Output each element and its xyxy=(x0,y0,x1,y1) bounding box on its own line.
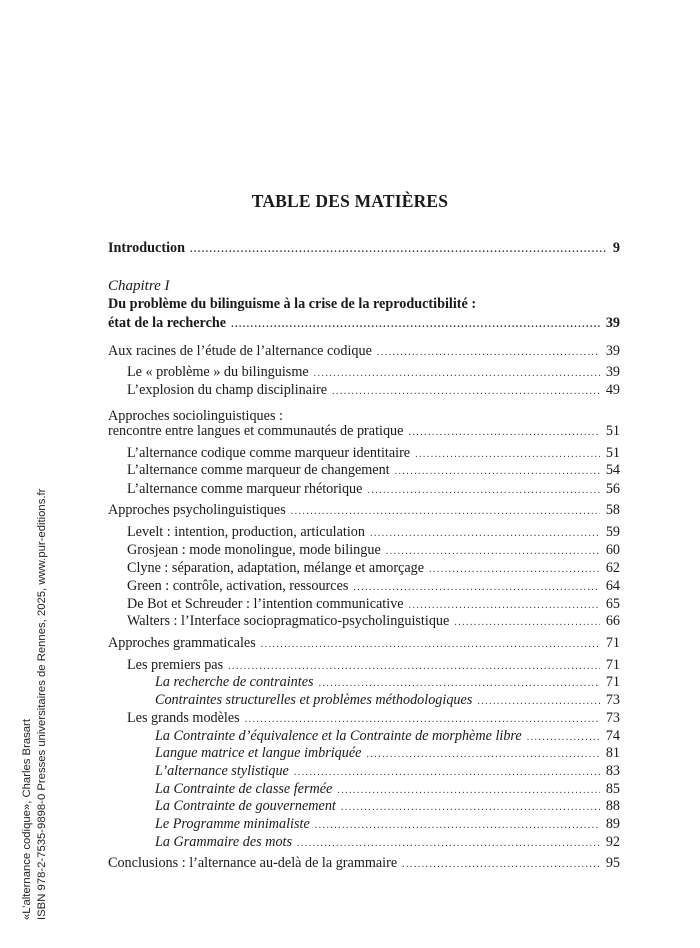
toc-entry-page: 81 xyxy=(605,745,620,761)
toc-entry xyxy=(155,762,620,780)
toc-entry-label: Du problème du bilinguisme à la crise de la reproductibilité : xyxy=(108,296,477,312)
toc-entry-label: L’alternance codique comme marqueur identitaire xyxy=(127,445,411,461)
toc-entry-label: rencontre entre langues et communautés de pratique xyxy=(108,423,404,439)
toc-entry-label: Walters : l’Interface sociopragmatico-psycholinguistique xyxy=(127,613,450,629)
toc-entry-page: 95 xyxy=(605,855,620,871)
toc-entry-label: Green : contrôle, activation, ressources xyxy=(127,578,349,594)
toc-entry xyxy=(108,422,620,440)
toc-entry xyxy=(127,541,620,559)
toc-entry-label: De Bot et Schreuder : l’intention communicative xyxy=(127,596,404,612)
toc-entry xyxy=(155,833,620,851)
toc-entry xyxy=(155,673,620,691)
dot-leader xyxy=(395,463,600,481)
toc-entry-page: 71 xyxy=(605,635,620,651)
toc-entry-label: Les premiers pas xyxy=(127,657,224,673)
toc-entry-label: L’alternance stylistique xyxy=(155,763,289,779)
toc-entry xyxy=(155,797,620,815)
toc-entry xyxy=(127,709,620,727)
toc-entry xyxy=(108,501,620,519)
copyright-side-note xyxy=(20,489,50,920)
toc-entry-page: 89 xyxy=(605,816,620,832)
toc-entry-page: 85 xyxy=(605,781,620,797)
toc-entry xyxy=(127,612,620,630)
toc-entry-page: 66 xyxy=(605,613,620,629)
toc-entry xyxy=(108,277,620,295)
toc-entry xyxy=(108,295,620,313)
toc-entry-label: L’explosion du champ disciplinaire xyxy=(127,382,328,398)
toc-entry-page: 51 xyxy=(605,423,620,439)
toc-entry xyxy=(127,656,620,674)
toc-entry-page: 56 xyxy=(605,481,620,497)
dot-leader xyxy=(291,503,600,521)
dot-leader xyxy=(261,636,600,654)
toc-entry-page: 88 xyxy=(605,798,620,814)
toc-entry xyxy=(108,342,620,360)
toc-entry-label: Les grands modèles xyxy=(127,710,240,726)
toc-entry-label: L’alternance comme marqueur de changement xyxy=(127,462,390,478)
toc-entry-page: 71 xyxy=(605,657,620,673)
toc-entry-label: Grosjean : mode monolingue, mode bilingue xyxy=(127,542,381,558)
toc-entry-label: Langue matrice et langue imbriquée xyxy=(155,745,362,761)
toc-entry-page: 92 xyxy=(605,834,620,850)
toc-entry xyxy=(108,634,620,652)
side-note-line1: «L’alternance codique», Charles Brasart xyxy=(21,719,33,920)
toc-entry xyxy=(127,595,620,613)
toc-entry-page: 71 xyxy=(605,674,620,690)
toc-entry-label: Introduction xyxy=(108,240,185,256)
toc-entry-page: 39 xyxy=(605,364,620,380)
dot-leader xyxy=(190,241,607,259)
toc-entry-page: 62 xyxy=(605,560,620,576)
toc-entry-label: Approches psycholinguistiques xyxy=(108,502,286,518)
toc-entry-label: La Contrainte de gouvernement xyxy=(155,798,336,814)
toc-entry-page: 39 xyxy=(605,343,620,359)
toc-entry-page: 65 xyxy=(605,596,620,612)
toc-entry xyxy=(155,780,620,798)
toc-entry xyxy=(127,523,620,541)
toc-entry xyxy=(127,480,620,498)
toc-entry-label: Approches sociolinguistiques : xyxy=(108,408,283,424)
toc-entry xyxy=(127,363,620,381)
dot-leader xyxy=(408,424,599,442)
side-note-line2: ISBN 978-2-7535-9898-0 Presses universitaires de Rennes, 2025, www.pur-editions.fr xyxy=(36,488,48,920)
toc-entry-label: Conclusions : l’alternance au-delà de la grammaire xyxy=(108,855,398,871)
toc-entry-label: Chapitre I xyxy=(108,278,170,294)
toc-entry xyxy=(108,314,620,332)
toc-entry-page: 74 xyxy=(605,728,620,744)
toc-entry-label: Levelt : intention, production, articulation xyxy=(127,524,365,540)
toc-entry-page: 39 xyxy=(605,315,620,331)
toc-entry-page: 49 xyxy=(605,382,620,398)
toc-entry-label: Clyne : séparation, adaptation, mélange et amorçage xyxy=(127,560,425,576)
toc-entry-page: 51 xyxy=(605,445,620,461)
dot-leader xyxy=(377,344,600,362)
dot-leader xyxy=(231,316,600,334)
toc-entry-page: 54 xyxy=(605,462,620,478)
toc-entry-page: 58 xyxy=(605,502,620,518)
dot-leader xyxy=(332,383,600,401)
toc-entry-page: 9 xyxy=(612,240,620,256)
dot-leader xyxy=(454,614,600,632)
dot-leader xyxy=(367,482,599,500)
toc-entry-label: Le « problème » du bilinguisme xyxy=(127,364,309,380)
toc-entry-label: La Contrainte d’équivalence et la Contrainte de morphème libre xyxy=(155,728,522,744)
toc-entry-page: 83 xyxy=(605,763,620,779)
toc-entry xyxy=(108,854,620,872)
toc-entry xyxy=(127,381,620,399)
toc-entry xyxy=(155,727,620,745)
toc-entry-label: Contraintes structurelles et problèmes méthodologiques xyxy=(155,692,473,708)
toc-entry xyxy=(127,444,620,462)
toc-entry xyxy=(108,239,620,257)
toc-entry-label: L’alternance comme marqueur rhétorique xyxy=(127,481,363,497)
toc-entry-label: Aux racines de l’étude de l’alternance codique xyxy=(108,343,372,359)
dot-leader xyxy=(402,856,600,874)
toc-entry-page: 59 xyxy=(605,524,620,540)
toc-entry-label: état de la recherche xyxy=(108,315,227,331)
toc-entry xyxy=(127,559,620,577)
toc-entry-page: 64 xyxy=(605,578,620,594)
dot-leader xyxy=(297,835,600,853)
toc-entry-label: La Contrainte de classe fermée xyxy=(155,781,333,797)
toc-entry-label: La recherche de contraintes xyxy=(155,674,314,690)
toc-entry-label: Approches grammaticales xyxy=(108,635,256,651)
toc-entry-label: Le Programme minimaliste xyxy=(155,816,310,832)
toc-entry xyxy=(155,691,620,709)
toc-entry-page: 73 xyxy=(605,692,620,708)
toc-entry-page: 73 xyxy=(605,710,620,726)
toc-entry xyxy=(127,461,620,479)
toc-entry xyxy=(155,815,620,833)
toc-entry-label: La Grammaire des mots xyxy=(155,834,293,850)
page-title: TABLE DES MATIÈRES xyxy=(251,191,449,211)
toc-entry-page: 60 xyxy=(605,542,620,558)
toc-entry xyxy=(155,744,620,762)
toc-entry xyxy=(127,577,620,595)
